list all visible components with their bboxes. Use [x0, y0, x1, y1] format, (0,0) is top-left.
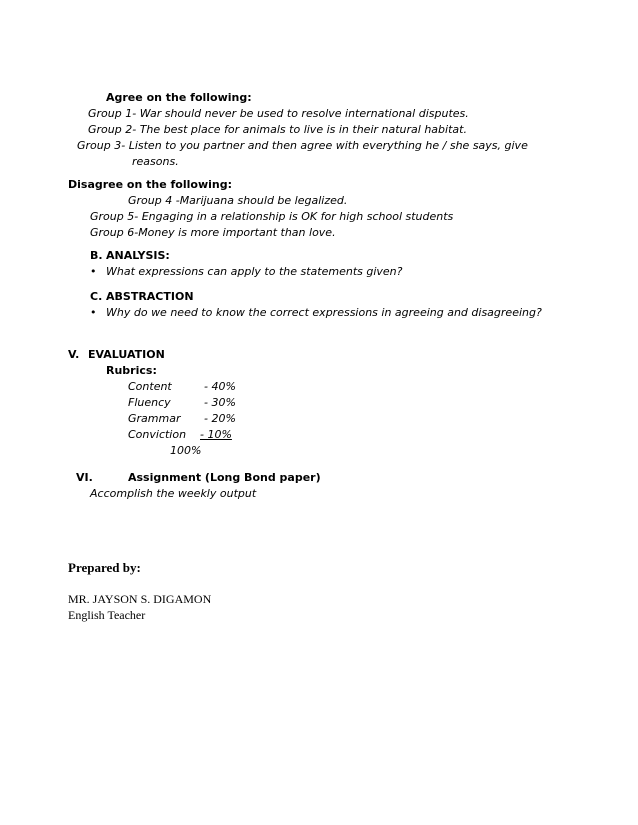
disagree-item-5: Group 5- Engaging in a relationship is OK for high school students — [90, 210, 454, 223]
rubric-value: - 10% — [200, 428, 232, 441]
rubric-row — [128, 396, 236, 410]
evaluation-label: V. — [68, 348, 80, 361]
agree-item-3: Group 3- Listen to you partner and then agree with everything he / she says, give — [77, 139, 528, 152]
analysis-label: B. — [90, 249, 103, 262]
bullet-icon: • — [90, 265, 97, 278]
analysis-question: What expressions can apply to the statements given? — [106, 265, 403, 278]
evaluation-title: EVALUATION — [88, 348, 165, 361]
abstraction-label: C. — [90, 290, 103, 303]
assignment-label: VI. — [76, 471, 93, 484]
teacher-name: MR. JAYSON S. DIGAMON — [68, 592, 212, 606]
abstraction-title: ABSTRACTION — [106, 290, 194, 303]
prepared-by-label: Prepared by: — [68, 560, 141, 575]
agree-item-3-continued: reasons. — [132, 155, 179, 168]
disagree-heading: Disagree on the following: — [68, 178, 232, 191]
rubric-row — [128, 412, 236, 426]
rubric-row — [128, 380, 236, 394]
agree-item-1: Group 1- War should never be used to resolve international disputes. — [88, 107, 469, 120]
disagree-item-6: Group 6-Money is more important than love. — [90, 226, 336, 239]
rubric-total: 100% — [170, 444, 202, 457]
bullet-icon: • — [90, 306, 97, 319]
rubric-name: Grammar — [128, 412, 181, 425]
rubric-value: - 30% — [204, 396, 236, 409]
rubric-name: Content — [128, 380, 172, 393]
rubric-row — [128, 428, 232, 442]
agree-item-2: Group 2- The best place for animals to live is in their natural habitat. — [88, 123, 467, 136]
rubric-value: - 40% — [204, 380, 236, 393]
disagree-item-4: Group 4 -Marijuana should be legalized. — [128, 194, 348, 207]
rubric-name: Conviction — [128, 428, 187, 441]
rubric-value: - 20% — [204, 412, 236, 425]
assignment-text: Accomplish the weekly output — [90, 487, 257, 500]
teacher-role: English Teacher — [68, 608, 146, 622]
agree-heading: Agree on the following: — [106, 91, 252, 104]
assignment-title: Assignment (Long Bond paper) — [128, 471, 321, 484]
rubrics-label: Rubrics: — [106, 364, 157, 377]
rubric-name: Fluency — [128, 396, 171, 409]
analysis-title: ANALYSIS: — [106, 249, 170, 262]
abstraction-question: Why do we need to know the correct expressions in agreeing and disagreeing? — [106, 306, 542, 319]
